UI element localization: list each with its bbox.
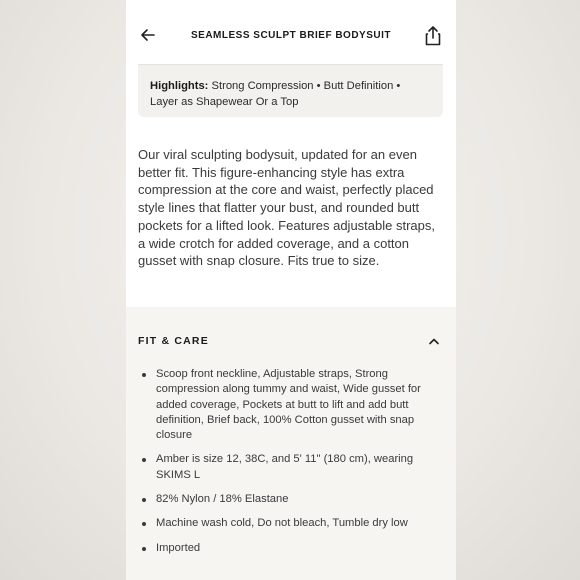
list-item-text: Amber is size 12, 38C, and 5' 11" (180 cm), wearing SKIMS L xyxy=(156,453,414,481)
bullet-icon xyxy=(142,498,146,502)
list-item xyxy=(138,367,438,443)
list-item-text: 82% Nylon / 18% Elastane xyxy=(156,493,289,506)
highlights-label: Highlights: xyxy=(150,80,209,92)
share-button[interactable] xyxy=(423,25,443,47)
fit-care-title: FIT & CARE xyxy=(138,335,209,347)
list-item-text: Imported xyxy=(156,541,201,554)
bullet-icon xyxy=(142,458,146,462)
page-title: SEAMLESS SCULPT BRIEF BODYSUIT xyxy=(190,30,391,41)
fit-care-list xyxy=(138,367,438,565)
bullet-icon xyxy=(142,547,146,551)
list-item-text: Scoop front neckline, Adjustable straps, Strong compression along tummy and waist, Wide gusset for added coverage, Pockets at butt to lift and add butt definition, Brief back, 100% Cotton gusset with snap closure xyxy=(156,368,421,442)
back-button[interactable] xyxy=(138,25,158,45)
arrow-left-icon xyxy=(138,25,158,45)
list-item xyxy=(138,516,438,531)
fit-care-section xyxy=(126,307,456,580)
highlights-text: Strong Compression • Butt Definition • Layer as Shapewear Or a Top xyxy=(150,80,401,108)
list-item xyxy=(138,452,438,483)
bullet-icon xyxy=(142,522,146,526)
list-item-text: Machine wash cold, Do not bleach, Tumble dry low xyxy=(156,517,408,530)
share-icon xyxy=(423,25,443,47)
fit-care-toggle[interactable] xyxy=(138,334,444,350)
highlights-box xyxy=(138,64,443,117)
list-item xyxy=(138,492,438,507)
bullet-icon xyxy=(142,373,146,377)
product-description: Our viral sculpting bodysuit, updated for an even better fit. This figure-enhancing style has extra compression at the core and waist, perfectly placed style lines that flatter your bust, and rounded butt pockets for a lifted look. Features adjustable straps, a wide crotch for added coverage, and a cotton gusset with snap closure. Fits true to size. xyxy=(138,147,435,269)
list-item xyxy=(138,541,438,556)
header xyxy=(126,0,456,64)
product-page xyxy=(126,0,456,580)
chevron-up-icon xyxy=(428,336,440,346)
